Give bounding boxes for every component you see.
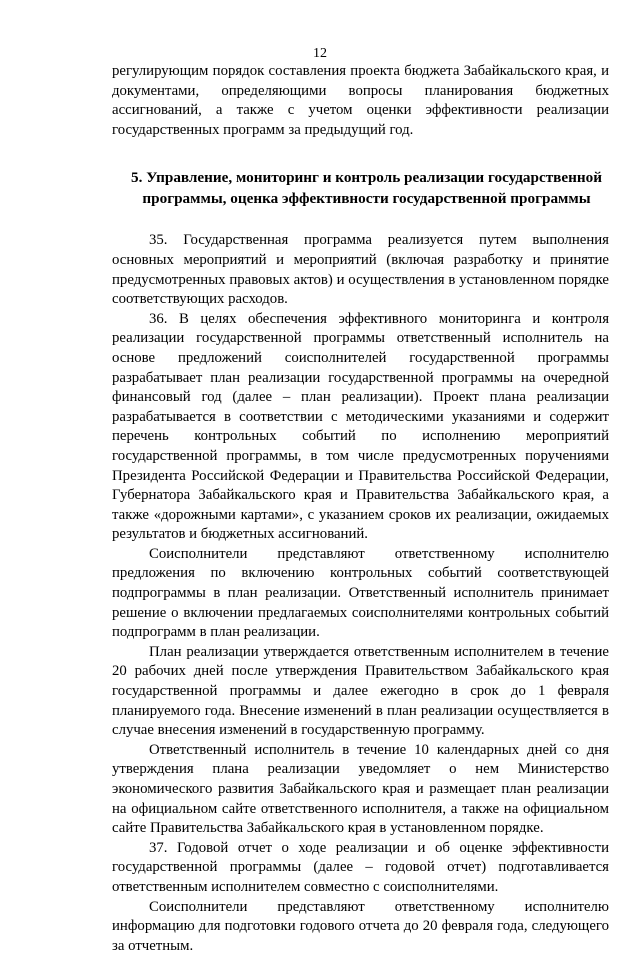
paragraph-37-coexecutors: Соисполнители представляют ответственному исполнителю информацию для подготовки годового отчета до 20 февраля года, следующего за отчетным. bbox=[112, 898, 609, 954]
section-heading bbox=[112, 167, 609, 209]
section-heading-line-2: программы, оценка эффективности государственной программы bbox=[142, 190, 591, 208]
page-number: 12 bbox=[313, 46, 327, 61]
paragraph-36-coexecutors: Соисполнители представляют ответственному исполнителю предложения по включению контрольных событий соответствующей подпрограммы в план реализации. Ответственный исполнитель принимает решение о включении предлагаемых соисполнителями контрольных событий подпрограмм в план реализации. bbox=[112, 545, 609, 641]
section-heading-line-1: 5. Управление, мониторинг и контроль реализации государственной bbox=[131, 169, 602, 187]
paragraph-35: 35. Государственная программа реализуется путем выполнения основных мероприятий и мероприятий (включая разработку и принятие предусмотренных правовых актов) и осуществления в установленном порядке соответствующих расходов. bbox=[112, 232, 609, 308]
document-body bbox=[112, 62, 609, 956]
paragraph-36-plan-approval: План реализации утверждается ответственным исполнителем в течение 20 рабочих дней после утверждения Правительством Забайкальского края государственной программы и далее ежегодно в срок до 1 февраля планируемого года. Внесение изменений в план реализации осуществляется в случае внесения изменений в государственную программу. bbox=[112, 643, 609, 739]
paragraph-continuation: регулирующим порядок составления проекта бюджета Забайкальского края, и документами, определяющими вопросы планирования бюджетных ассигнований, а также с учетом оценки эффективности реализации государственных программ за предыдущий год. bbox=[112, 63, 609, 138]
paragraph-36-notification: Ответственный исполнитель в течение 10 календарных дней со дня утверждения плана реализации уведомляет о нем Министерство экономического развития Забайкальского края и размещает план реализации на официальном сайте ответственного исполнителя, а также на официальном сайте Правительства Забайкальского края в установленном порядке. bbox=[112, 741, 609, 837]
paragraph-37: 37. Годовой отчет о ходе реализации и об оценке эффективности государственной программы (далее – годовой отчет) подготавливается ответственным исполнителем совместно с соисполнителями. bbox=[112, 839, 609, 895]
paragraph-36: 36. В целях обеспечения эффективного мониторинга и контроля реализации государственной программы ответственный исполнитель на основе предложений соисполнителей государственной программы разрабатывает план реализации государственной программы на очередной финансовый год (далее – план реализации). Проект плана реализации разрабатывается в соответствии с методическими указаниями и содержит перечень контрольных событий по исполнению мероприятий государственной программы, в том числе предусмотренных поручениями Президента Российской Федерации и Правительства Российской Федерации, Губернатора Забайкальского края и Правительства Забайкальского края, а также «дорожными картами», с указанием сроков их реализации, ожидаемых результатов и бюджетных ассигнований. bbox=[112, 310, 609, 543]
